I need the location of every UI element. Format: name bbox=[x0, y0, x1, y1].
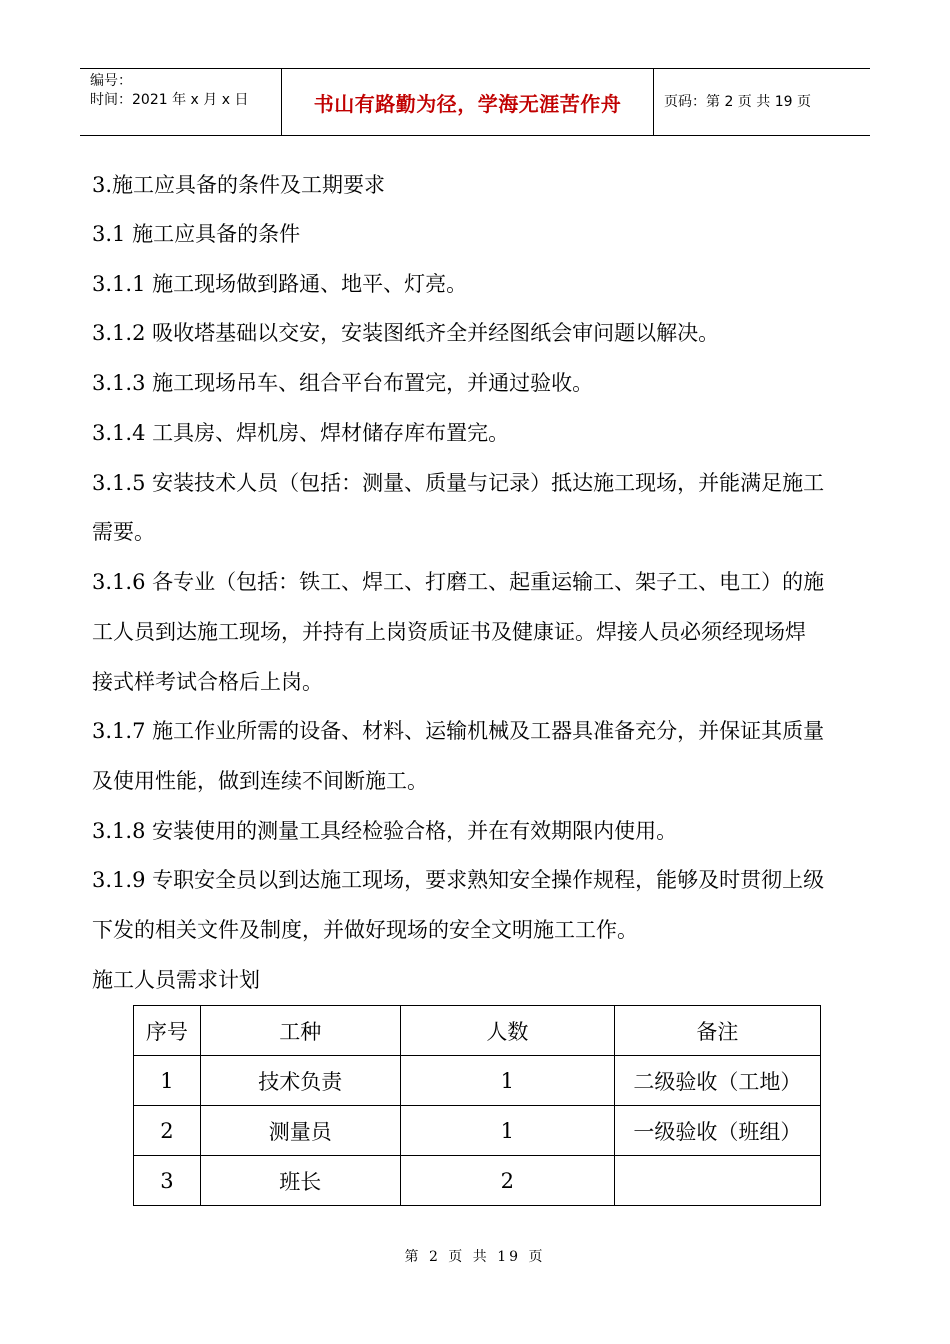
table-header-cell: 备注 bbox=[614, 1006, 820, 1056]
table-caption: 施工人员需求计划 bbox=[92, 968, 260, 992]
header-motto: 书山有路勤为径，学海无涯苦作舟 bbox=[313, 91, 622, 116]
page-footer: 第 2 页 共 19 页 bbox=[404, 1249, 546, 1265]
table-header-cell: 人数 bbox=[400, 1006, 614, 1056]
subsection-title: 3.1 施工应具备的条件 bbox=[92, 222, 301, 246]
table-cell: 一级验收（班组） bbox=[614, 1106, 820, 1156]
header-page-info: 页码：第 2 页 共 19 页 bbox=[664, 93, 811, 110]
document-header bbox=[80, 68, 870, 136]
paragraph-line: 3.1.1 施工现场做到路通、地平、灯亮。 bbox=[92, 272, 468, 296]
paragraph-line: 3.1.7 施工作业所需的设备、材料、运输机械及工器具准备充分，并保证其质量 bbox=[92, 719, 825, 743]
staffing-table bbox=[133, 1005, 821, 1206]
table-row bbox=[134, 1156, 821, 1206]
table-cell: 1 bbox=[400, 1106, 614, 1156]
table-header-row bbox=[134, 1006, 821, 1056]
table-cell bbox=[614, 1156, 820, 1206]
paragraph-line: 3.1.3 施工现场吊车、组合平台布置完，并通过验收。 bbox=[92, 371, 594, 395]
table-row bbox=[134, 1106, 821, 1156]
paragraph-line: 下发的相关文件及制度，并做好现场的安全文明施工工作。 bbox=[92, 918, 638, 942]
table-cell: 1 bbox=[400, 1056, 614, 1106]
table-row bbox=[134, 1056, 821, 1106]
header-page-cell bbox=[654, 69, 870, 135]
document-date: 时间：2021 年 x 月 x 日 bbox=[90, 92, 249, 108]
table-cell: 测量员 bbox=[200, 1106, 400, 1156]
paragraph-line: 3.1.8 安装使用的测量工具经检验合格，并在有效期限内使用。 bbox=[92, 819, 678, 843]
table-cell: 班长 bbox=[200, 1156, 400, 1206]
paragraph-line: 工人员到达施工现场，并持有上岗资质证书及健康证。焊接人员必须经现场焊 bbox=[92, 620, 806, 644]
paragraph-line: 3.1.5 安装技术人员（包括：测量、质量与记录）抵达施工现场，并能满足施工 bbox=[92, 471, 825, 495]
paragraph-line: 3.1.6 各专业（包括：铁工、焊工、打磨工、起重运输工、架子工、电工）的施 bbox=[92, 570, 825, 594]
paragraph-line: 3.1.2 吸收塔基础以交安，安装图纸齐全并经图纸会审问题以解决。 bbox=[92, 321, 720, 345]
table-cell: 3 bbox=[134, 1156, 201, 1206]
table-cell: 2 bbox=[400, 1156, 614, 1206]
table-cell: 二级验收（工地） bbox=[614, 1056, 820, 1106]
table-cell: 1 bbox=[134, 1056, 201, 1106]
header-meta-cell bbox=[80, 69, 282, 135]
table-cell: 2 bbox=[134, 1106, 201, 1156]
section-title: 3.施工应具备的条件及工期要求 bbox=[92, 173, 386, 197]
table-cell: 技术负责 bbox=[200, 1056, 400, 1106]
paragraph-line: 需要。 bbox=[92, 520, 155, 544]
document-number-label: 编号： bbox=[90, 73, 132, 89]
header-motto-cell bbox=[282, 69, 654, 135]
paragraph-line: 接式样考试合格后上岗。 bbox=[92, 670, 323, 694]
paragraph-line: 及使用性能，做到连续不间断施工。 bbox=[92, 769, 428, 793]
paragraph-line: 3.1.9 专职安全员以到达施工现场，要求熟知安全操作规程，能够及时贯彻上级 bbox=[92, 868, 825, 892]
table-header-cell: 工种 bbox=[200, 1006, 400, 1056]
table-header-cell: 序号 bbox=[134, 1006, 201, 1056]
paragraph-line: 3.1.4 工具房、焊机房、焊材储存库布置完。 bbox=[92, 421, 510, 445]
